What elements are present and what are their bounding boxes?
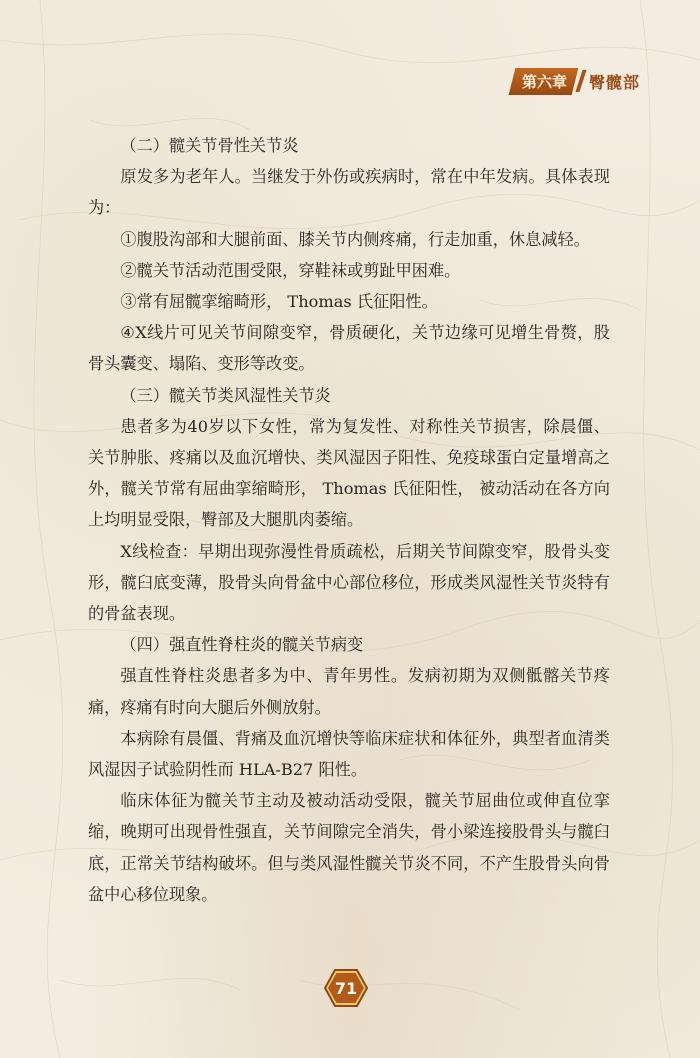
paragraph: 强直性脊柱炎患者多为中、青年男性。发病初期为双侧骶髂关节疼痛，疼痛有时向大腿后外侧放射。 bbox=[88, 666, 610, 717]
list-item: ③常有屈髋挛缩畸形， Thomas 氏征阳性。 bbox=[120, 292, 438, 312]
list-item: ④X线片可见关节间隙变窄，骨质硬化，关节边缘可见增生骨赘，股骨头囊变、塌陷、变形等改变。 bbox=[88, 323, 610, 374]
list-item: ①腹股沟部和大腿前面、膝关节内侧疼痛，行走加重，休息减轻。 bbox=[120, 229, 590, 249]
body-text bbox=[88, 130, 610, 910]
page-number: 71 bbox=[334, 978, 358, 998]
page-number-badge bbox=[324, 968, 368, 1008]
paragraph: 临床体征为髋关节主动及被动活动受限，髋关节屈曲位或伸直位挛缩，晚期可出现骨性强直，关节间隙完全消失，骨小梁连接股骨头与髋臼底，正常关节结构破坏。但与类风湿性髋关节炎不同，不产生股骨头向骨盆中心移位现象。 bbox=[88, 791, 610, 904]
paragraph: 本病除有晨僵、背痛及血沉增快等临床症状和体征外，典型者血清类风湿因子试验阴性而 HLA-B27 阳性。 bbox=[88, 728, 610, 780]
list-item: ②髋关节活动范围受限，穿鞋袜或剪趾甲困难。 bbox=[120, 260, 461, 280]
chapter-name: 臀髋部 bbox=[588, 72, 640, 92]
chapter-header bbox=[512, 68, 640, 94]
chapter-tag: 第六章 bbox=[509, 68, 579, 95]
paragraph: 原发多为老年人。当继发于外伤或疾病时，常在中年发病。具体表现为： bbox=[88, 167, 610, 218]
section-heading: （四）强直性脊柱炎的髋关节病变 bbox=[120, 635, 364, 655]
chapter-divider bbox=[575, 70, 586, 92]
paragraph: X线检查：早期出现弥漫性骨质疏松，后期关节间隙变窄，股骨头变形，髋臼底变薄，股骨头向骨盆中心部位移位，形成类风湿性关节炎特有的骨盆表现。 bbox=[88, 541, 610, 624]
section-heading: （二）髋关节骨性关节炎 bbox=[120, 136, 299, 155]
section-heading: （三）髋关节类风湿性关节炎 bbox=[120, 385, 331, 405]
paragraph: 患者多为40岁以下女性，常为复发性、对称性关节损害，除晨僵、关节肿胀、疼痛以及血沉增快、类风湿因子阳性、免疫球蛋白定量增高之外，髋关节常有屈曲挛缩畸形， Thomas 氏征阳性， 被动活动在各方向上均明显受限，臀部及大腿肌肉萎缩。 bbox=[88, 416, 610, 530]
